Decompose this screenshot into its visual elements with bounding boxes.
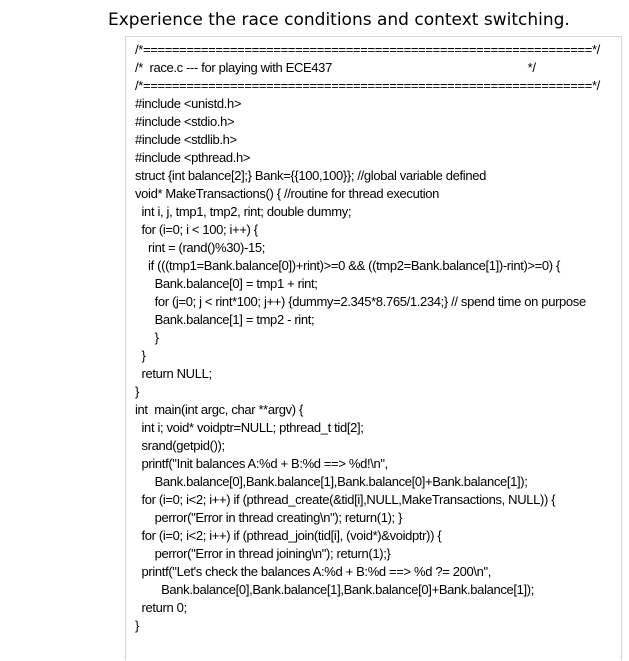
code-line: Bank.balance[0],Bank.balance[1],Bank.balance[0]+Bank.balance[1]); [135, 474, 528, 489]
code-line: #include <unistd.h> [135, 96, 242, 111]
code-line: #include <stdlib.h> [135, 132, 237, 147]
code-line: /*==============================================================*/ [135, 78, 600, 93]
code-line: return 0; [135, 600, 187, 615]
code-line: for (j=0; j < rint*100; j++) {dummy=2.345*8.765/1.234;} // spend time on purpose [135, 294, 586, 309]
code-line: for (i=0; i < 100; i++) { [135, 222, 258, 237]
code-line: } [135, 348, 146, 363]
code-listing [125, 36, 622, 660]
code-line: printf("Init balances A:%d + B:%d ==> %d!\n", [135, 456, 388, 471]
code-line: srand(getpid()); [135, 438, 225, 453]
code-line: /*==============================================================*/ [135, 42, 600, 57]
code-line: int main(int argc, char **argv) { [135, 402, 304, 417]
code-line: #include <stdio.h> [135, 114, 235, 129]
code-line: rint = (rand()%30)-15; [135, 240, 265, 255]
code-line: #include <pthread.h> [135, 150, 251, 165]
code-line: Bank.balance[0] = tmp1 + rint; [135, 276, 318, 291]
code-line: int i, j, tmp1, tmp2, rint; double dummy; [135, 204, 352, 219]
code-line: struct {int balance[2];} Bank={{100,100}}; //global variable defined [135, 168, 486, 183]
code-line: if (((tmp1=Bank.balance[0])+rint)>=0 && ((tmp2=Bank.balance[1])-rint)>=0) { [135, 258, 561, 273]
code-line: int i; void* voidptr=NULL; pthread_t tid[2]; [135, 420, 364, 435]
page-title: Experience the race conditions and context switching. [108, 10, 570, 30]
code-line: /* race.c --- for playing with ECE437 */ [135, 60, 536, 75]
code-line: Bank.balance[1] = tmp2 - rint; [135, 312, 315, 327]
code-line: for (i=0; i<2; i++) if (pthread_create(&tid[i],NULL,MakeTransactions, NULL)) { [135, 492, 556, 507]
code-line: for (i=0; i<2; i++) if (pthread_join(tid[i], (void*)&voidptr)) { [135, 528, 442, 543]
code-line: printf("Let's check the balances A:%d + B:%d ==> %d ?= 200\n", [135, 564, 492, 579]
code-line: } [135, 330, 159, 345]
code-line: } [135, 618, 139, 633]
code-line: Bank.balance[0],Bank.balance[1],Bank.balance[0]+Bank.balance[1]); [135, 582, 535, 597]
code-line: perror("Error in thread joining\n"); return(1);} [135, 546, 391, 561]
code-line: } [135, 384, 139, 399]
code-line: return NULL; [135, 366, 212, 381]
code-line: perror("Error in thread creating\n"); return(1); } [135, 510, 403, 525]
code-line: void* MakeTransactions() { //routine for thread execution [135, 186, 440, 201]
